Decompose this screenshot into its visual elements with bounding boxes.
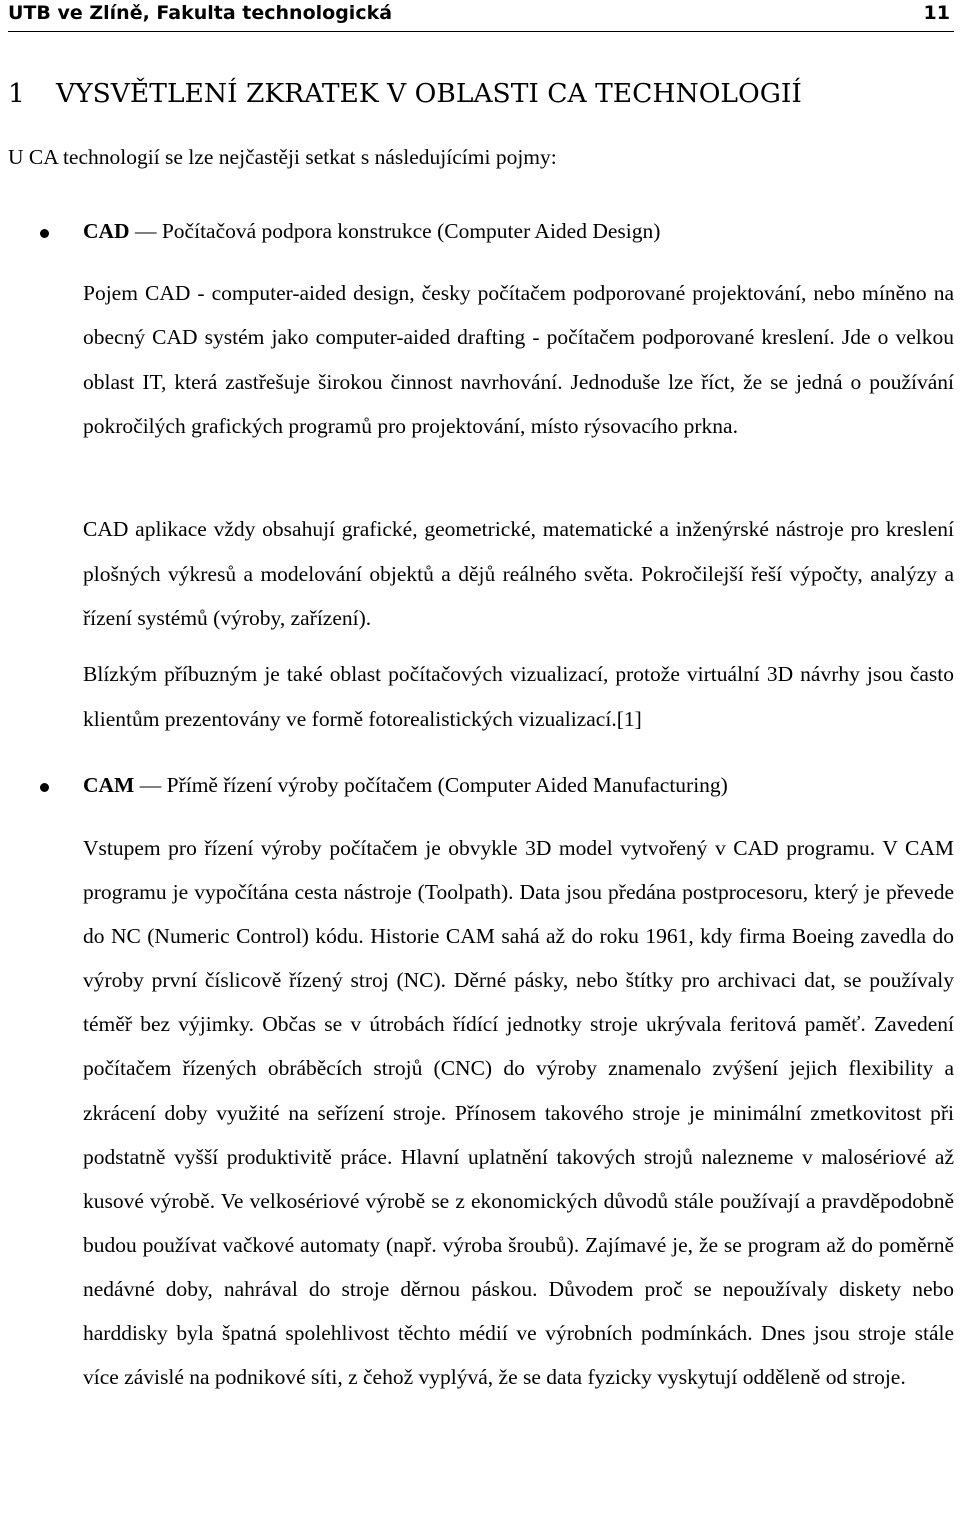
bullet-icon xyxy=(40,783,49,792)
item-title-cad xyxy=(83,219,660,244)
chapter-title: VYSVĚTLENÍ ZKRATEK V OBLASTI CA TECHNOLOGIÍ xyxy=(56,78,802,109)
chapter-heading xyxy=(8,78,802,109)
paragraph-cam-1: Vstupem pro řízení výroby počítačem je obvykle 3D model vytvořený v CAD programu. V CAM programu je vypočítána cesta nástroje (Toolpath). Data jsou předána postprocesoru, který je převede do NC (Numeric Control) kódu. Historie CAM sahá až do roku 1961, kdy firma Boeing zavedla do výroby první číslicově řízený stroj (NC). Děrné pásky, nebo štítky pro archivaci dat, se používaly téměř bez výjimky. Občas se v útrobách řídící jednotky stroje ukrývala feritová paměť. Zavedení počítačem řízených obráběcích strojů (CNC) do výroby znamenalo zvýšení jejich flexibility a zkrácení doby využité na seřízení stroje. Přínosem takového stroje je minimální zmetkovitost při podstatně vyšší produktivitě práce. Hlavní uplatnění takových strojů nalezneme v malosériové až kusové výrobě. Ve velkosériové výrobě se z ekonomických důvodů stále používají a pravděpodobně budou používat vačkové automaty (např. výroba šroubů). Zajímavé je, že se program až do poměrně nedávné doby, nahrával do stroje děrnou páskou. Důvodem proč se nepoužívaly diskety nebo harddisky byla špatná spolehlivost těchto médií ve výrobních podmínkách. Dnes jsou stroje stále více závislé na podnikové síti, z čehož vyplývá, že se data fyzicky vyskytují odděleně od stroje. xyxy=(83,836,954,1390)
item-title-text: — Počítačová podpora konstrukce (Computer Aided Design) xyxy=(129,219,661,243)
header-title: UTB ve Zlíně, Fakulta technologická xyxy=(8,2,393,24)
page-header xyxy=(8,0,954,32)
chapter-number: 1 xyxy=(8,78,25,109)
bullet-icon xyxy=(40,229,49,238)
item-abbr: CAD xyxy=(83,219,130,243)
paragraph-cad-3: Blízkým příbuzným je také oblast počítačových vizualizací, protože virtuální 3D návrhy jsou často klientům prezentovány ve formě fotorealistických vizualizací.[1] xyxy=(83,662,954,731)
item-title-cam xyxy=(83,773,728,798)
item-abbr: CAM xyxy=(83,773,135,797)
paragraph-cad-1: Pojem CAD - computer-aided design, česky počítačem podporované projektování, nebo míněno na obecný CAD systém jako computer-aided drafting - počítačem podporované kreslení. Jde o velkou oblast IT, která zastřešuje širokou činnost navrhování. Jednoduše lze říct, že se jedná o používání pokročilých grafických programů pro projektování, místo rýsovacího prkna. xyxy=(83,281,954,438)
paragraph-cad-2: CAD aplikace vždy obsahují grafické, geometrické, matematické a inženýrské nástroje pro kreslení plošných výkresů a modelování objektů a dějů reálného světa. Pokročilejší řeší výpočty, analýzy a řízení systémů (výroby, zařízení). xyxy=(83,517,954,630)
intro-text: U CA technologií se lze nejčastěji setkat s následujícími pojmy: xyxy=(8,145,557,169)
item-title-text: — Přímě řízení výroby počítačem (Computer Aided Manufacturing) xyxy=(134,773,728,797)
page-number: 11 xyxy=(923,2,950,24)
